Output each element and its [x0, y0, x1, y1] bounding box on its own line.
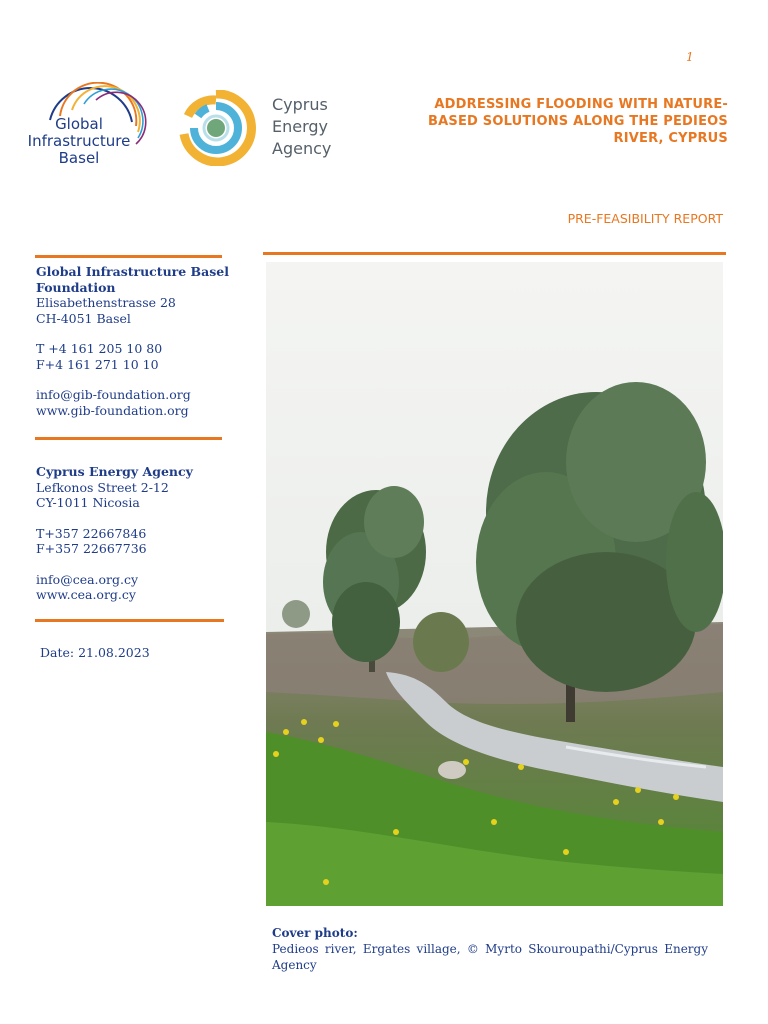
cea-fax: F+357 22667736	[36, 541, 147, 556]
cea-logo	[178, 90, 348, 166]
cea-website-link[interactable]: www.cea.org.cy	[36, 587, 136, 602]
cea-logo-text: Cyprus Energy Agency	[272, 95, 332, 158]
caption-text: Pedieos river, Ergates village, © Myrto Skouroupathi/Cyprus Energy Agency	[272, 942, 708, 972]
cea-contact-block	[36, 464, 193, 603]
cea-phone: T+357 22667846	[36, 525, 147, 541]
gib-email-link[interactable]: info@gib-foundation.org	[36, 387, 191, 402]
report-date: Date: 21.08.2023	[40, 645, 150, 660]
river-landscape-image	[266, 262, 723, 906]
sidebar-rule-top	[35, 255, 222, 258]
cea-circle-icon	[178, 90, 258, 166]
cea-city: CY-1011 Nicosia	[36, 495, 140, 510]
gib-logo-text: Global Infrastructure Basel	[27, 115, 131, 167]
caption-title: Cover photo:	[272, 926, 358, 940]
report-subtitle: PRE-FEASIBILITY REPORT	[567, 211, 723, 226]
gib-logo	[20, 82, 150, 168]
cover-photo	[266, 262, 723, 906]
cover-photo-caption	[272, 925, 708, 973]
cea-street: Lefkonos Street 2-12	[36, 479, 169, 495]
gib-city: CH-4051 Basel	[36, 310, 131, 326]
gib-contact-block	[36, 264, 229, 418]
gib-phone: T +4 161 205 10 80	[36, 341, 163, 356]
gib-street: Elisabethenstrasse 28	[36, 295, 176, 310]
page-number: 1	[686, 50, 694, 64]
sidebar-rule-middle	[35, 437, 222, 440]
gib-org-name-2: Foundation	[36, 279, 116, 295]
header-rule	[263, 252, 726, 255]
cea-org-name: Cyprus Energy Agency	[36, 464, 193, 479]
cea-email-link[interactable]: info@cea.org.cy	[36, 571, 139, 587]
gib-fax: F+4 161 271 10 10	[36, 356, 159, 372]
gib-org-name: Global Infrastructure Basel	[36, 264, 229, 279]
report-title: ADDRESSING FLOODING WITH NATURE- BASED SOLUTIONS ALONG THE PEDIEOS RIVER, CYPRUS	[428, 97, 728, 146]
sidebar-rule-bottom	[35, 619, 224, 622]
gib-website-link[interactable]: www.gib-foundation.org	[36, 402, 189, 418]
